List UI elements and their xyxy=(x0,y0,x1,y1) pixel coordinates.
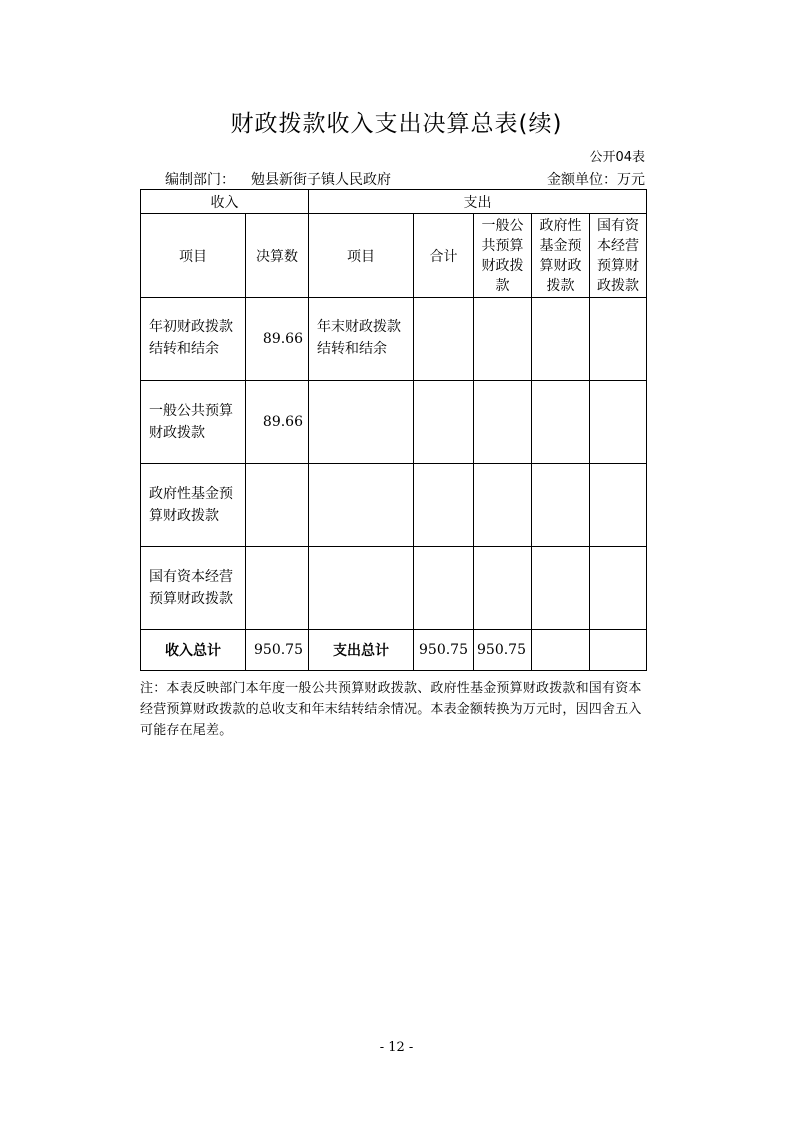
general-cell xyxy=(474,547,532,630)
compiling-unit-name: 勉县新街子镇人民政府 xyxy=(251,172,391,188)
total-cell xyxy=(414,464,474,547)
income-item-header: 项目 xyxy=(141,214,246,298)
table-row xyxy=(141,298,647,381)
income-total-label: 收入总计 xyxy=(141,630,246,671)
income-amount-cell: 89.66 xyxy=(246,381,309,464)
table-note: 注：本表反映部门本年度一般公共预算财政拨款、政府性基金预算财政拨款和国有资本经营预算财政拨款的总收支和年末结转结余情况。本表金额转换为万元时，因四舍五入可能存在尾差。 xyxy=(140,681,642,738)
table-row xyxy=(141,381,647,464)
state-capital-cell xyxy=(590,464,647,547)
expense-total-amount: 950.75 xyxy=(414,630,474,671)
page-number: - 12 - xyxy=(379,1040,414,1055)
gov-fund-total-amount xyxy=(532,630,590,671)
state-capital-total-amount xyxy=(590,630,647,671)
total-cell xyxy=(414,381,474,464)
income-item-cell: 年初财政拨款结转和结余 xyxy=(141,298,246,381)
general-total-amount: 950.75 xyxy=(474,630,532,671)
table-row xyxy=(141,547,647,630)
table-row xyxy=(141,464,647,547)
total-header: 合计 xyxy=(414,214,474,298)
expense-item-cell xyxy=(309,547,414,630)
general-budget-header: 一般公共预算财政拨款 xyxy=(474,214,532,298)
gov-fund-header: 政府性基金预算财政拨款 xyxy=(532,214,590,298)
income-amount-cell xyxy=(246,547,309,630)
state-capital-cell xyxy=(590,298,647,381)
amount-unit: 金额单位：万元 xyxy=(547,172,645,188)
general-cell xyxy=(474,381,532,464)
total-cell xyxy=(414,547,474,630)
state-capital-cell xyxy=(590,547,647,630)
income-item-cell: 一般公共预算财政拨款 xyxy=(141,381,246,464)
column-header-row xyxy=(141,214,647,298)
income-amount-cell xyxy=(246,464,309,547)
expense-item-cell xyxy=(309,464,414,547)
income-group-header: 收入 xyxy=(141,190,309,214)
income-amount-cell: 89.66 xyxy=(246,298,309,381)
income-item-cell: 政府性基金预算财政拨款 xyxy=(141,464,246,547)
general-cell xyxy=(474,298,532,381)
state-capital-header: 国有资本经营预算财政拨款 xyxy=(590,214,647,298)
final-amount-header: 决算数 xyxy=(246,214,309,298)
expense-total-label: 支出总计 xyxy=(309,630,414,671)
compiling-unit xyxy=(165,169,391,189)
expense-item-cell: 年末财政拨款结转和结余 xyxy=(309,298,414,381)
gov-fund-cell xyxy=(532,464,590,547)
final-accounts-table xyxy=(140,189,647,671)
gov-fund-cell xyxy=(532,381,590,464)
income-item-cell: 国有资本经营预算财政拨款 xyxy=(141,547,246,630)
gov-fund-cell xyxy=(532,547,590,630)
compiling-unit-label: 编制部门： xyxy=(165,172,235,188)
expense-item-header: 项目 xyxy=(309,214,414,298)
state-capital-cell xyxy=(590,381,647,464)
totals-row xyxy=(141,630,647,671)
expense-item-cell xyxy=(309,381,414,464)
gov-fund-cell xyxy=(532,298,590,381)
page-title: 财政拨款收入支出决算总表(续) xyxy=(230,111,563,137)
group-header-row xyxy=(141,190,647,214)
form-number: 公开04表 xyxy=(589,150,645,165)
expense-group-header: 支出 xyxy=(309,190,647,214)
general-cell xyxy=(474,464,532,547)
income-total-amount: 950.75 xyxy=(246,630,309,671)
total-cell xyxy=(414,298,474,381)
